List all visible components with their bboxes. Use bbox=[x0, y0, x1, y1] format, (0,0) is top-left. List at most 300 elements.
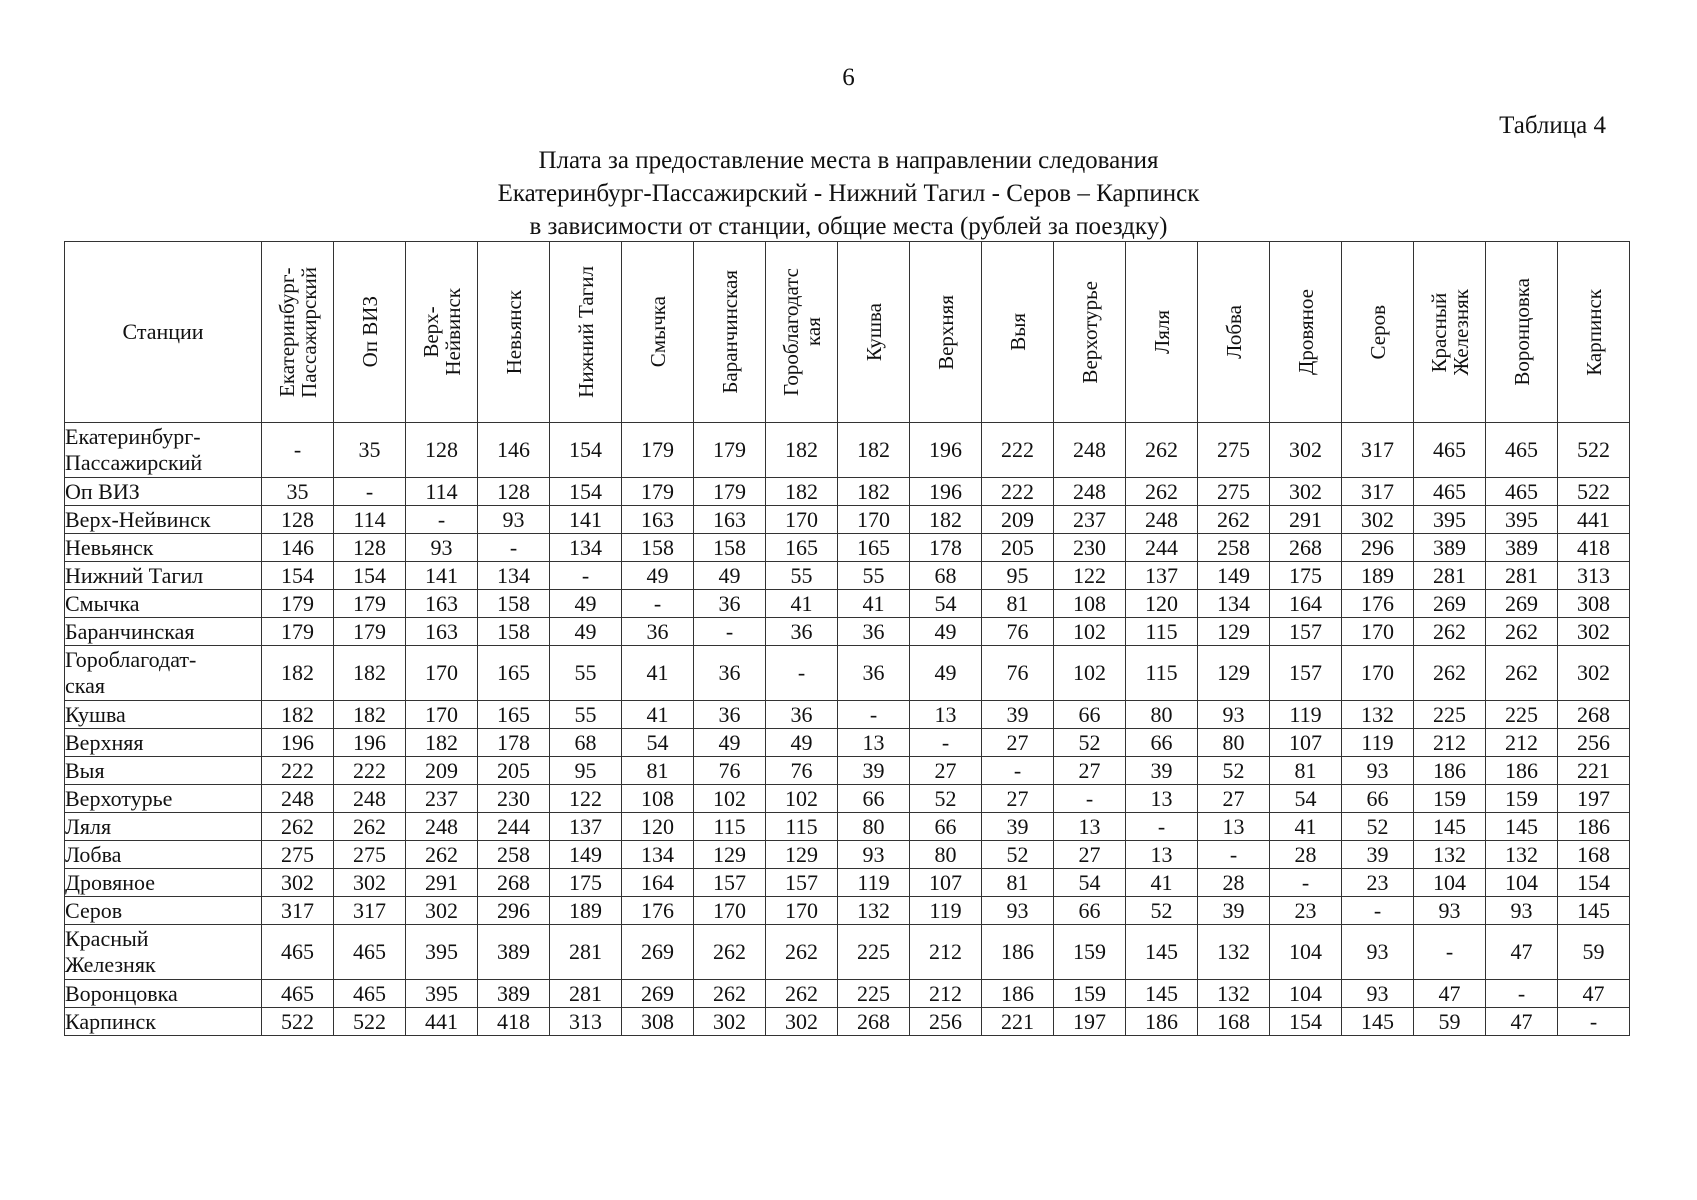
table-cell: 93 bbox=[1342, 925, 1414, 980]
table-header-row bbox=[65, 242, 1630, 423]
table-cell: 157 bbox=[1270, 646, 1342, 701]
table-cell: 154 bbox=[334, 562, 406, 590]
table-row bbox=[65, 869, 1630, 897]
table-cell: 163 bbox=[622, 506, 694, 534]
table-cell: 258 bbox=[478, 841, 550, 869]
table-cell: 268 bbox=[1558, 701, 1630, 729]
table-cell: 186 bbox=[1414, 757, 1486, 785]
table-cell: 175 bbox=[550, 869, 622, 897]
table-cell: 128 bbox=[262, 506, 334, 534]
table-cell: 418 bbox=[1558, 534, 1630, 562]
table-cell: 281 bbox=[550, 925, 622, 980]
column-header bbox=[1198, 242, 1270, 423]
column-header-label: Дровяное bbox=[1293, 289, 1318, 375]
table-cell: 115 bbox=[766, 813, 838, 841]
table-cell: - bbox=[1126, 813, 1198, 841]
table-cell: 317 bbox=[262, 897, 334, 925]
table-cell: - bbox=[550, 562, 622, 590]
table-cell: 49 bbox=[550, 618, 622, 646]
page-number: 6 bbox=[842, 64, 855, 91]
column-header bbox=[982, 242, 1054, 423]
table-cell: 49 bbox=[694, 729, 766, 757]
row-station-name: Верхотурье bbox=[65, 785, 262, 813]
table-cell: 36 bbox=[766, 618, 838, 646]
table-cell: 36 bbox=[694, 646, 766, 701]
table-cell: 522 bbox=[1558, 478, 1630, 506]
table-cell: 145 bbox=[1126, 925, 1198, 980]
table-cell: 81 bbox=[982, 869, 1054, 897]
table-cell: 107 bbox=[910, 869, 982, 897]
table-cell: 13 bbox=[1054, 813, 1126, 841]
column-header bbox=[406, 242, 478, 423]
table-cell: 268 bbox=[1270, 534, 1342, 562]
row-station-name: Нижний Тагил bbox=[65, 562, 262, 590]
column-header bbox=[1126, 242, 1198, 423]
table-cell: 441 bbox=[406, 1008, 478, 1036]
table-cell: 119 bbox=[1342, 729, 1414, 757]
table-cell: 145 bbox=[1414, 813, 1486, 841]
table-cell: 54 bbox=[622, 729, 694, 757]
table-cell: 170 bbox=[766, 506, 838, 534]
table-cell: 145 bbox=[1126, 980, 1198, 1008]
table-cell: 128 bbox=[406, 423, 478, 478]
table-cell: 302 bbox=[1270, 423, 1342, 478]
table-cell: 23 bbox=[1342, 869, 1414, 897]
table-cell: 134 bbox=[1198, 590, 1270, 618]
table-cell: 262 bbox=[694, 980, 766, 1008]
table-cell: 269 bbox=[622, 925, 694, 980]
column-header-label: Воронцовка bbox=[1509, 278, 1534, 386]
table-cell: 93 bbox=[982, 897, 1054, 925]
table-cell: 262 bbox=[694, 925, 766, 980]
table-cell: 146 bbox=[478, 423, 550, 478]
row-station-name: Кушва bbox=[65, 701, 262, 729]
table-cell: 102 bbox=[1054, 646, 1126, 701]
table-cell: 39 bbox=[1342, 841, 1414, 869]
table-cell: 102 bbox=[1054, 618, 1126, 646]
table-cell: 248 bbox=[262, 785, 334, 813]
table-cell: 49 bbox=[910, 618, 982, 646]
table-cell: 389 bbox=[1486, 534, 1558, 562]
table-cell: 132 bbox=[1198, 980, 1270, 1008]
table-cell: - bbox=[766, 646, 838, 701]
table-row bbox=[65, 562, 1630, 590]
table-cell: 54 bbox=[910, 590, 982, 618]
table-cell: 186 bbox=[982, 925, 1054, 980]
table-cell: 41 bbox=[1270, 813, 1342, 841]
table-cell: 209 bbox=[406, 757, 478, 785]
table-cell: 27 bbox=[982, 785, 1054, 813]
table-cell: 154 bbox=[1270, 1008, 1342, 1036]
table-cell: 39 bbox=[982, 701, 1054, 729]
table-cell: 39 bbox=[838, 757, 910, 785]
table-cell: 395 bbox=[1486, 506, 1558, 534]
caption-line: Екатеринбург-Пассажирский - Нижний Тагил - Серов – Карпинск bbox=[497, 180, 1200, 207]
column-header-label: Кушва bbox=[861, 302, 886, 362]
table-cell: 93 bbox=[1342, 980, 1414, 1008]
table-row bbox=[65, 646, 1630, 701]
table-cell: 66 bbox=[1054, 897, 1126, 925]
table-cell: 165 bbox=[478, 701, 550, 729]
table-cell: 248 bbox=[1126, 506, 1198, 534]
table-cell: 76 bbox=[694, 757, 766, 785]
table-cell: 186 bbox=[982, 980, 1054, 1008]
column-header bbox=[550, 242, 622, 423]
table-cell: 275 bbox=[334, 841, 406, 869]
table-row bbox=[65, 506, 1630, 534]
table-cell: - bbox=[1198, 841, 1270, 869]
table-cell: - bbox=[406, 506, 478, 534]
table-cell: 221 bbox=[982, 1008, 1054, 1036]
table-cell: 465 bbox=[1414, 478, 1486, 506]
table-cell: 36 bbox=[766, 701, 838, 729]
table-cell: 395 bbox=[406, 980, 478, 1008]
table-cell: 95 bbox=[550, 757, 622, 785]
table-cell: 119 bbox=[838, 869, 910, 897]
table-cell: 262 bbox=[766, 980, 838, 1008]
table-cell: 164 bbox=[1270, 590, 1342, 618]
row-station-name: Карпинск bbox=[65, 1008, 262, 1036]
table-cell: 154 bbox=[550, 478, 622, 506]
table-cell: - bbox=[334, 478, 406, 506]
row-station-name: Гороблагодат- ская bbox=[65, 646, 262, 701]
table-cell: 158 bbox=[478, 618, 550, 646]
column-header-label: Красный Железняк bbox=[1426, 288, 1473, 376]
table-caption bbox=[0, 144, 1697, 243]
table-cell: 175 bbox=[1270, 562, 1342, 590]
table-cell: 145 bbox=[1342, 1008, 1414, 1036]
table-cell: - bbox=[1342, 897, 1414, 925]
table-cell: 52 bbox=[1198, 757, 1270, 785]
table-cell: 256 bbox=[1558, 729, 1630, 757]
table-cell: 256 bbox=[910, 1008, 982, 1036]
table-cell: 55 bbox=[766, 562, 838, 590]
table-cell: 158 bbox=[478, 590, 550, 618]
table-cell: 313 bbox=[1558, 562, 1630, 590]
table-cell: 179 bbox=[622, 478, 694, 506]
table-cell: 296 bbox=[478, 897, 550, 925]
column-header-label: Выя bbox=[1005, 313, 1030, 351]
table-cell: 269 bbox=[1414, 590, 1486, 618]
row-station-name: Красный Железняк bbox=[65, 925, 262, 980]
table-cell: 170 bbox=[406, 701, 478, 729]
table-cell: 281 bbox=[550, 980, 622, 1008]
table-cell: 52 bbox=[910, 785, 982, 813]
table-cell: 132 bbox=[1342, 701, 1414, 729]
table-cell: 39 bbox=[1198, 897, 1270, 925]
table-cell: 302 bbox=[406, 897, 478, 925]
row-station-name: Дровяное bbox=[65, 869, 262, 897]
column-header bbox=[478, 242, 550, 423]
table-cell: 41 bbox=[1126, 869, 1198, 897]
column-header-label: Оп ВИЗ bbox=[357, 296, 382, 368]
table-cell: 179 bbox=[262, 618, 334, 646]
table-cell: 179 bbox=[334, 618, 406, 646]
stations-header: Станции bbox=[65, 242, 262, 423]
table-cell: 196 bbox=[262, 729, 334, 757]
column-header-label: Верх- Нейвинск bbox=[418, 288, 465, 376]
table-cell: 395 bbox=[1414, 506, 1486, 534]
table-cell: 28 bbox=[1198, 869, 1270, 897]
table-cell: 317 bbox=[1342, 423, 1414, 478]
table-cell: 186 bbox=[1126, 1008, 1198, 1036]
row-station-name: Оп ВИЗ bbox=[65, 478, 262, 506]
table-cell: 262 bbox=[1414, 646, 1486, 701]
table-cell: 119 bbox=[910, 897, 982, 925]
table-cell: 308 bbox=[622, 1008, 694, 1036]
table-cell: 36 bbox=[838, 646, 910, 701]
table-cell: 178 bbox=[478, 729, 550, 757]
table-cell: 244 bbox=[1126, 534, 1198, 562]
table-cell: 35 bbox=[334, 423, 406, 478]
row-station-name: Воронцовка bbox=[65, 980, 262, 1008]
table-cell: 66 bbox=[910, 813, 982, 841]
row-station-name: Верхняя bbox=[65, 729, 262, 757]
table-cell: 209 bbox=[982, 506, 1054, 534]
table-cell: 49 bbox=[910, 646, 982, 701]
table-cell: 179 bbox=[262, 590, 334, 618]
table-cell: 291 bbox=[1270, 506, 1342, 534]
table-cell: 52 bbox=[982, 841, 1054, 869]
table-cell: 163 bbox=[406, 590, 478, 618]
column-header-label: Серов bbox=[1365, 304, 1390, 360]
table-cell: 141 bbox=[550, 506, 622, 534]
table-cell: 179 bbox=[622, 423, 694, 478]
column-header bbox=[1270, 242, 1342, 423]
table-cell: 281 bbox=[1414, 562, 1486, 590]
column-header-label: Верхотурье bbox=[1077, 280, 1102, 384]
table-cell: 39 bbox=[1126, 757, 1198, 785]
table-cell: 465 bbox=[262, 980, 334, 1008]
table-cell: 465 bbox=[262, 925, 334, 980]
table-cell: 212 bbox=[910, 925, 982, 980]
table-cell: 281 bbox=[1486, 562, 1558, 590]
table-cell: 196 bbox=[910, 423, 982, 478]
column-header-label: Карпинск bbox=[1581, 288, 1606, 376]
row-station-name: Ляля bbox=[65, 813, 262, 841]
table-cell: - bbox=[910, 729, 982, 757]
table-cell: 302 bbox=[262, 869, 334, 897]
table-cell: 176 bbox=[1342, 590, 1414, 618]
table-cell: 157 bbox=[1270, 618, 1342, 646]
table-cell: 262 bbox=[1198, 506, 1270, 534]
table-cell: 27 bbox=[1054, 841, 1126, 869]
table-cell: 165 bbox=[766, 534, 838, 562]
column-header-label: Лобва bbox=[1221, 305, 1246, 359]
table-cell: 54 bbox=[1054, 869, 1126, 897]
table-cell: 275 bbox=[1198, 478, 1270, 506]
column-header bbox=[1342, 242, 1414, 423]
column-header-label: Верхняя bbox=[933, 294, 958, 370]
table-cell: 80 bbox=[1198, 729, 1270, 757]
table-cell: 13 bbox=[1198, 813, 1270, 841]
table-cell: - bbox=[838, 701, 910, 729]
table-cell: 176 bbox=[622, 897, 694, 925]
table-cell: 302 bbox=[1270, 478, 1342, 506]
column-header bbox=[910, 242, 982, 423]
table-cell: 39 bbox=[982, 813, 1054, 841]
table-cell: 170 bbox=[766, 897, 838, 925]
column-header bbox=[838, 242, 910, 423]
table-cell: 302 bbox=[334, 869, 406, 897]
table-cell: 248 bbox=[1054, 478, 1126, 506]
table-cell: 104 bbox=[1486, 869, 1558, 897]
row-station-name: Смычка bbox=[65, 590, 262, 618]
table-cell: 178 bbox=[910, 534, 982, 562]
table-cell: 212 bbox=[1414, 729, 1486, 757]
table-cell: 104 bbox=[1270, 980, 1342, 1008]
table-cell: 222 bbox=[262, 757, 334, 785]
table-cell: - bbox=[1558, 1008, 1630, 1036]
table-cell: 418 bbox=[478, 1008, 550, 1036]
table-cell: 41 bbox=[766, 590, 838, 618]
table-cell: 122 bbox=[1054, 562, 1126, 590]
table-cell: 165 bbox=[478, 646, 550, 701]
table-cell: 389 bbox=[478, 980, 550, 1008]
column-header bbox=[334, 242, 406, 423]
table-cell: 154 bbox=[1558, 869, 1630, 897]
table-cell: 179 bbox=[334, 590, 406, 618]
table-cell: 95 bbox=[982, 562, 1054, 590]
table-cell: 119 bbox=[1270, 701, 1342, 729]
table-cell: 230 bbox=[478, 785, 550, 813]
table-cell: 522 bbox=[1558, 423, 1630, 478]
column-header bbox=[1558, 242, 1630, 423]
table-cell: 196 bbox=[334, 729, 406, 757]
table-cell: 23 bbox=[1270, 897, 1342, 925]
table-cell: - bbox=[1414, 925, 1486, 980]
table-cell: 308 bbox=[1558, 590, 1630, 618]
table-cell: 129 bbox=[1198, 646, 1270, 701]
table-cell: - bbox=[1486, 980, 1558, 1008]
row-station-name: Лобва bbox=[65, 841, 262, 869]
table-cell: 465 bbox=[1486, 423, 1558, 478]
table-cell: 49 bbox=[766, 729, 838, 757]
table-cell: 81 bbox=[622, 757, 694, 785]
table-cell: 163 bbox=[406, 618, 478, 646]
table-cell: 159 bbox=[1054, 980, 1126, 1008]
table-cell: 108 bbox=[1054, 590, 1126, 618]
table-cell: 35 bbox=[262, 478, 334, 506]
row-station-name: Баранчинская bbox=[65, 618, 262, 646]
table-cell: 80 bbox=[838, 813, 910, 841]
table-cell: 165 bbox=[838, 534, 910, 562]
table-row bbox=[65, 701, 1630, 729]
table-cell: 179 bbox=[694, 478, 766, 506]
column-header-label: Гороблагодатс кая bbox=[778, 268, 825, 396]
row-station-name: Невьянск bbox=[65, 534, 262, 562]
table-cell: 52 bbox=[1342, 813, 1414, 841]
table-cell: 465 bbox=[1486, 478, 1558, 506]
table-cell: 186 bbox=[1558, 813, 1630, 841]
table-row bbox=[65, 729, 1630, 757]
table-row bbox=[65, 925, 1630, 980]
table-cell: 149 bbox=[1198, 562, 1270, 590]
table-cell: 170 bbox=[694, 897, 766, 925]
table-cell: 80 bbox=[1126, 701, 1198, 729]
table-cell: 55 bbox=[838, 562, 910, 590]
column-header bbox=[694, 242, 766, 423]
table-cell: 262 bbox=[1414, 618, 1486, 646]
table-cell: 170 bbox=[838, 506, 910, 534]
table-cell: 222 bbox=[334, 757, 406, 785]
table-cell: 296 bbox=[1342, 534, 1414, 562]
table-cell: 137 bbox=[550, 813, 622, 841]
table-cell: 291 bbox=[406, 869, 478, 897]
row-station-name: Верх-Нейвинск bbox=[65, 506, 262, 534]
table-cell: 221 bbox=[1558, 757, 1630, 785]
table-cell: 170 bbox=[1342, 618, 1414, 646]
table-row bbox=[65, 980, 1630, 1008]
table-cell: 132 bbox=[1486, 841, 1558, 869]
table-cell: 170 bbox=[406, 646, 478, 701]
table-cell: 182 bbox=[262, 646, 334, 701]
table-cell: 441 bbox=[1558, 506, 1630, 534]
table-cell: 182 bbox=[838, 478, 910, 506]
table-cell: 262 bbox=[766, 925, 838, 980]
table-cell: 114 bbox=[334, 506, 406, 534]
table-cell: - bbox=[1270, 869, 1342, 897]
table-cell: 222 bbox=[982, 478, 1054, 506]
table-cell: 225 bbox=[838, 980, 910, 1008]
row-station-name: Выя bbox=[65, 757, 262, 785]
table-cell: 54 bbox=[1270, 785, 1342, 813]
table-cell: 128 bbox=[334, 534, 406, 562]
table-cell: 36 bbox=[838, 618, 910, 646]
column-header bbox=[622, 242, 694, 423]
table-cell: 93 bbox=[1486, 897, 1558, 925]
table-cell: 27 bbox=[910, 757, 982, 785]
table-cell: 59 bbox=[1414, 1008, 1486, 1036]
table-cell: 13 bbox=[1126, 841, 1198, 869]
table-cell: 41 bbox=[622, 646, 694, 701]
table-cell: 49 bbox=[550, 590, 622, 618]
table-cell: 275 bbox=[262, 841, 334, 869]
table-cell: 146 bbox=[262, 534, 334, 562]
table-cell: 47 bbox=[1414, 980, 1486, 1008]
table-cell: 189 bbox=[1342, 562, 1414, 590]
table-cell: 41 bbox=[838, 590, 910, 618]
table-cell: 182 bbox=[262, 701, 334, 729]
table-row bbox=[65, 590, 1630, 618]
table-cell: 182 bbox=[334, 701, 406, 729]
table-cell: 212 bbox=[910, 980, 982, 1008]
fare-table bbox=[64, 241, 1630, 1036]
table-cell: 179 bbox=[694, 423, 766, 478]
table-cell: 28 bbox=[1270, 841, 1342, 869]
table-cell: 102 bbox=[694, 785, 766, 813]
table-cell: 93 bbox=[1342, 757, 1414, 785]
table-cell: 36 bbox=[622, 618, 694, 646]
table-cell: 237 bbox=[1054, 506, 1126, 534]
table-cell: - bbox=[262, 423, 334, 478]
column-header bbox=[262, 242, 334, 423]
table-cell: 137 bbox=[1126, 562, 1198, 590]
table-cell: 268 bbox=[478, 869, 550, 897]
table-row bbox=[65, 813, 1630, 841]
table-cell: 269 bbox=[1486, 590, 1558, 618]
table-cell: 120 bbox=[1126, 590, 1198, 618]
table-cell: 115 bbox=[694, 813, 766, 841]
table-cell: 49 bbox=[622, 562, 694, 590]
table-cell: 197 bbox=[1054, 1008, 1126, 1036]
table-cell: 93 bbox=[1414, 897, 1486, 925]
table-cell: 389 bbox=[478, 925, 550, 980]
table-cell: 182 bbox=[766, 423, 838, 478]
table-cell: 182 bbox=[910, 506, 982, 534]
table-cell: 237 bbox=[406, 785, 478, 813]
table-cell: 76 bbox=[982, 646, 1054, 701]
